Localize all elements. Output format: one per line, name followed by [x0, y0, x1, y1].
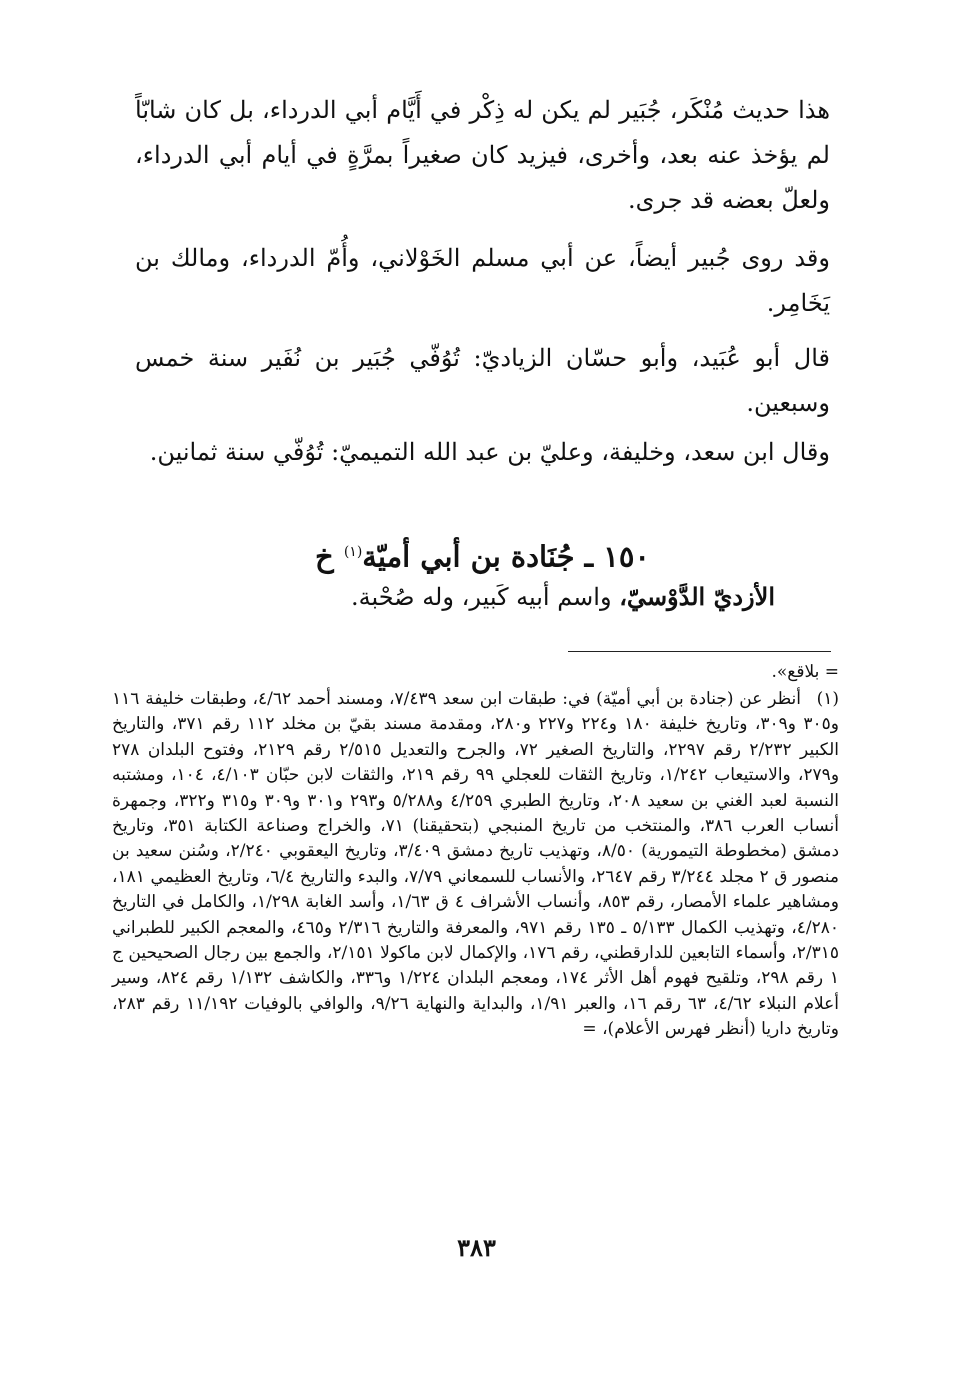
footnote-reference: (١) [343, 544, 363, 560]
entry-code: خ [314, 539, 334, 574]
entry-name: جُنَادة بن أبي أميّة [362, 539, 575, 574]
footnote-marker: (١) [816, 689, 839, 709]
entry-number: ١٥٠ [603, 539, 650, 574]
page-number: ٣٨٣ [457, 1233, 496, 1262]
entry-nisba: الأزديّ الدَّوْسيّ، [619, 582, 775, 611]
footnote-separator [568, 651, 831, 652]
footnote-1 [112, 687, 839, 1043]
entry-description: واسم أبيه كَبير، وله صُحْبة. [350, 583, 612, 611]
footnote-continuation: = بلاقع». [771, 662, 839, 682]
body-paragraph-2: وقد روى جُبير أيضاً، عن أبي مسلم الخَوْلاني، وأُمّ الدرداء، ومالك بن يَخَامِر. [135, 244, 830, 317]
body-paragraph-1: هذا حديث مُنْكَر، جُبَير لم يكن له ذِكْر في أَيَّام أبي الدرداء، بل كان شابّاً لم يؤخذ عنه بعد، وأخرى، فيزيد كان صغيراً بمرَّةٍ في أيام أبي الدرداء، ولعلّ بعضه قد جرى. [135, 96, 830, 214]
entry-heading [135, 531, 830, 578]
footnote-text: أنظر عن (جنادة بن أبي أميّة) في: طبقات ابن سعد ٧/٤٣٩، ومسند أحمد ٤/٦٢، وطبقات خليفة ١١٦ و٣٠٥ و٣٠٩، وتاريخ خليفة ١٨٠ و٢٢٤ و٢٢٧ و٢٨٠، ومقدمة مسند بقيّ بن مخلد ١١٢ رقم ٣٧١، والتاريخ الكبير ٢/٢٣٢ رقم ٢٢٩٧، والتاريخ الصغير ٧٢، والجرح والتعديل ٢/٥١٥ رقم ٢١٢٩، وفتوح البلدان ٢٧٨ و٢٧٩، والاستيعاب ١/٢٤٢، وتاريخ الثقات للعجلي ٩٩ رقم ٢١٩، والثقات لابن حبّان ٤/١٠٣، ١٠٤، ومشتبه النسبة لعبد الغني بن سعيد ٢٠٨، وتاريخ الطبري ٤/٢٥٩ و٥/٢٨٨ و٢٩٣ و٣٠١ و٣٠٩ و٣١٥ و٣٢٢، وجمهرة أنساب العرب ٣٨٦، والمنتخب من تاريخ المنبجي (بتحقيقنا) ٧١، والخراج وصناعة الكتابة ٣٥١، وتاريخ دمشق (مخطوطة التيمورية) ٨/٥٠، وتهذيب تاريخ دمشق ٣/٤٠٩، وتاريخ اليعقوبي ٢/٢٤٠، وسُنن سعيد بن منصور ق ٢ مجلد ٣/٢٤٤ رقم ٢٦٤٧، والأنساب للسمعاني ٧/٧٩، والبدء والتاريخ ٦/٤، وتاريخ العظيمي ١٨١، ومشاهير علماء الأمصار، رقم ٨٥٣، وأنساب الأشراف ٤ ق ١/٦٣، وأسد الغابة ١/٢٩٨، والكامل في التاريخ ٤/٢٨٠، وتهذيب الكمال ٥/١٣٣ ـ ١٣٥ رقم ٩٧١، والمعرفة والتاريخ ٢/٣١٦ و٤٦٥، والمعجم الكبير للطبراني ٢/٣١٥، وأسماء التابعين للدارقطني، رقم ١٧٦، والإكمال لابن ماكولا ٢/١٥١، والجمع بين رجال الصحيحين ج ١ رقم ٢٩٨، وتلقيح فهوم أهل الأثر ١٧٤، ومعجم البلدان ١/٢٢٤ و٣٣٦، والكاشف ١/١٣٢ رقم ٨٢٤، وسير أعلام النبلاء ٤/٦٢، ٦٣ رقم ١٦، والعبر ١/٩١، والبداية والنهاية ٩/٢٦، والوافي بالوفيات ١١/١٩٢ رقم ٢٨٣، وتاريخ داريا (أنظر فهرس الأعلام)، = [112, 689, 840, 1040]
entry-dash: ـ [584, 539, 594, 574]
body-paragraph-4: وقال ابن سعد، وخليفة، وعليّ بن عبد الله التميميّ: تُوُفّي سنة ثمانين. [149, 438, 830, 466]
entry-subtitle [135, 577, 775, 617]
body-paragraph-3: قال أبو عُبَيد، وأبو حسّان الزياديّ: تُوُفّي جُبَير بن نُفَير سنة خمس وسبعين. [135, 344, 830, 417]
